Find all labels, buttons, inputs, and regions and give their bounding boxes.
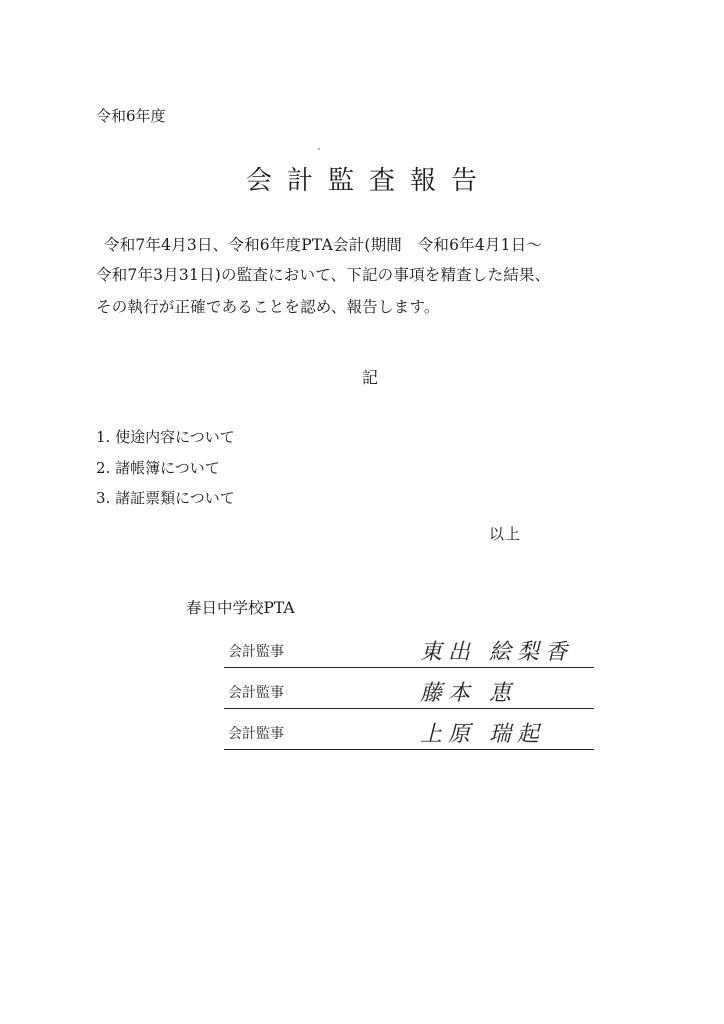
signature-row [224,637,594,668]
scan-speck [318,148,320,150]
body-line-2: 令和7年3月31日)の監査において、下記の事項を精査した結果、 [96,266,551,284]
body-line-1: 令和7年4月3日、令和6年度PTA会計(期間 令和6年4月1日～ [104,236,543,254]
handwritten-signature: 藤本 恵 [420,681,517,706]
handwritten-signature: 上原 瑞起 [420,722,545,747]
closing-ijo: 以上 [489,525,522,543]
ki-heading: 記 [361,368,378,387]
signature-role: 会計監事 [228,644,284,660]
handwritten-signature: 東出 絵梨香 [420,640,573,665]
signature-role: 会計監事 [228,685,284,701]
document-title: 会計監査報告 [245,166,492,196]
list-item: 2. 諸帳簿について [96,459,220,477]
organization-name: 春日中学校PTA [186,599,295,617]
signature-role: 会計監事 [228,726,284,742]
list-item: 1. 使途内容について [96,428,235,446]
signature-row [224,678,594,709]
signature-row [224,719,594,750]
list-item: 3. 諸証票類について [96,489,235,507]
fiscal-year: 令和6年度 [96,107,166,125]
body-line-3: その執行が正確であることを認め、報告します。 [96,298,440,316]
